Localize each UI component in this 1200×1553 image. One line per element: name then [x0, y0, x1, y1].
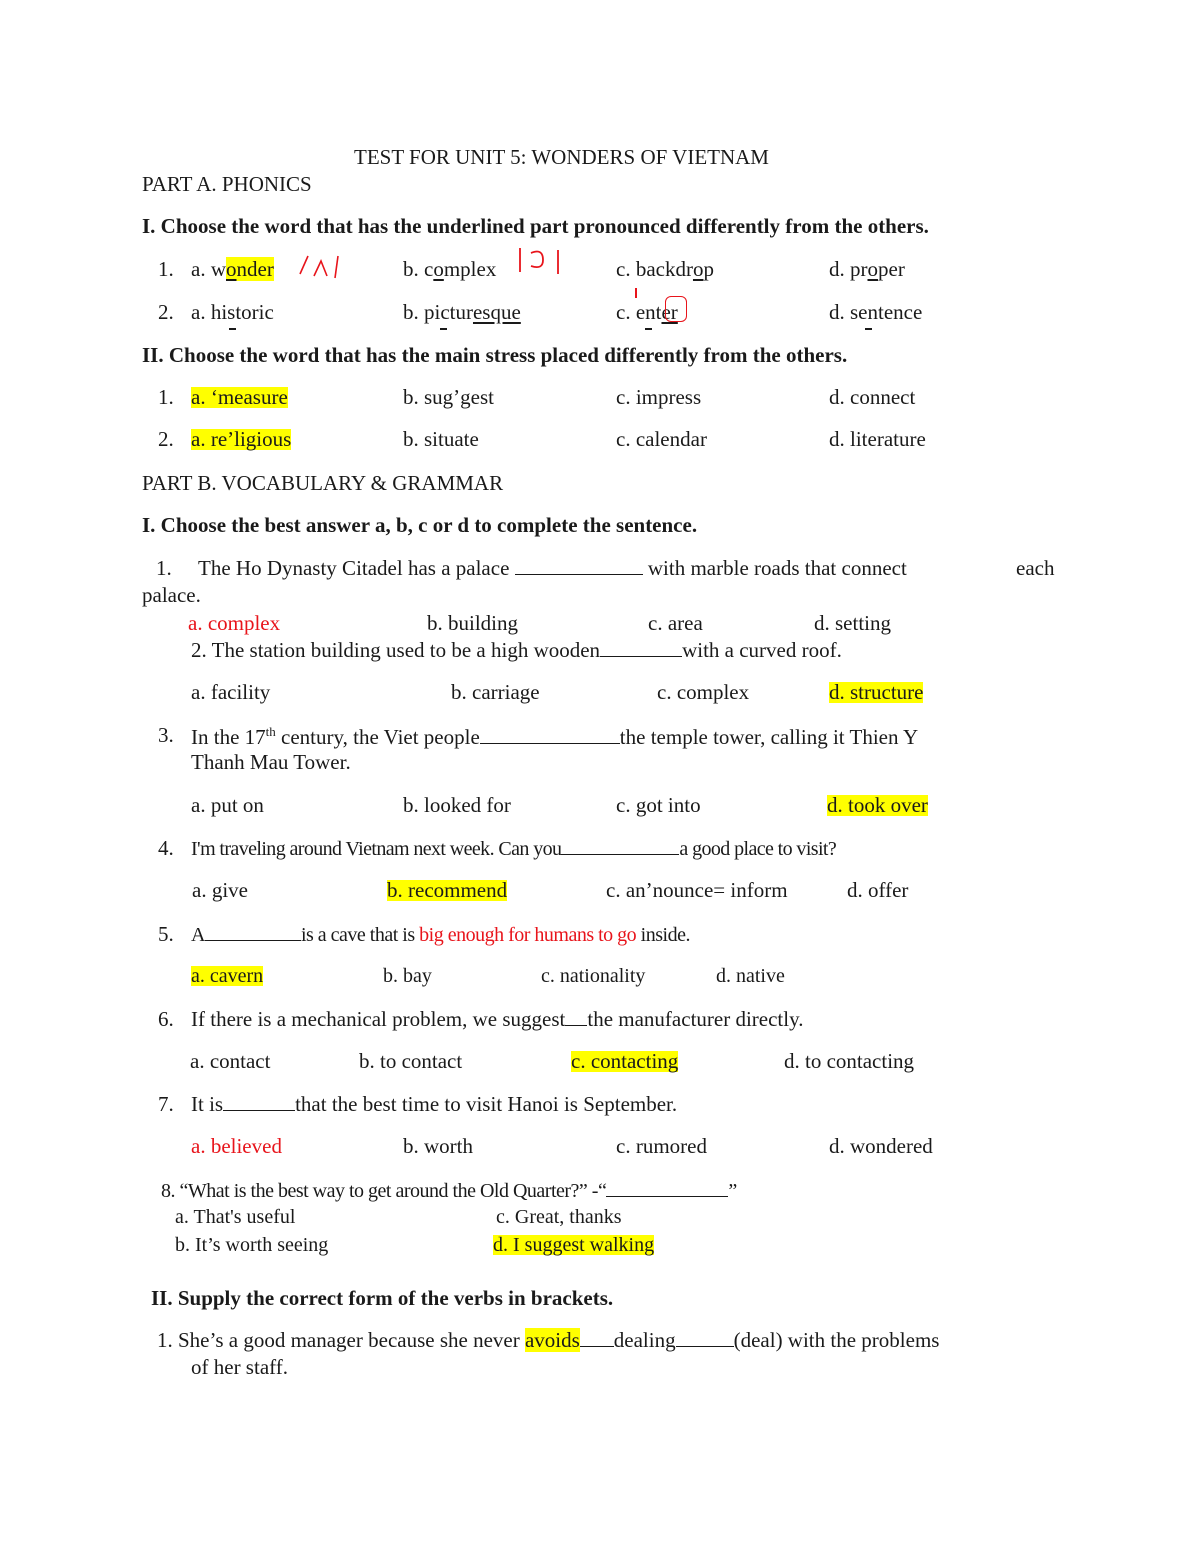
option-a: a. historic [191, 300, 274, 324]
option-b: b. sug’gest [403, 385, 494, 409]
question-text: palace. [142, 583, 201, 607]
option-c: c. impress [616, 385, 702, 409]
option-b: b. to contact [359, 1049, 463, 1073]
stress-mark [229, 328, 236, 330]
option-d: d. setting [814, 611, 891, 635]
option-d: d. offer [847, 878, 909, 902]
option-b: b. situate [403, 427, 479, 451]
question-number: 6. [158, 1007, 174, 1031]
answer-blank [565, 1009, 587, 1026]
option-a: a. cavern [191, 965, 264, 987]
option-d: d. sentence [829, 300, 923, 324]
option-a: a. believed [191, 1134, 282, 1158]
option-b: b. worth [403, 1134, 473, 1158]
option-c: c. area [648, 611, 703, 635]
handwritten-phonetic-note-a [296, 252, 346, 282]
question-number: 5. [158, 922, 174, 946]
option-a: a. facility [191, 680, 271, 704]
option-c: c. backdrop [616, 257, 714, 281]
option-b: b. building [427, 611, 519, 635]
question-number: 2. [158, 300, 174, 324]
answer-blank [580, 1330, 614, 1347]
option-d: d. wondered [829, 1134, 933, 1158]
option-d: d. structure [829, 680, 924, 704]
option-c: c. Great, thanks [496, 1206, 622, 1228]
option-b: b. looked for [403, 793, 511, 817]
option-b: b. carriage [451, 680, 540, 704]
question-number: 7. [158, 1092, 174, 1116]
option-a: a. complex [188, 611, 281, 635]
phonics-section-1-heading: I. Choose the word that has the underlined part pronounced differently from the others. [142, 214, 929, 238]
question-text: Thanh Mau Tower. [191, 750, 351, 774]
option-a: a. That's useful [175, 1206, 296, 1228]
grammar-section-2-heading: II. Supply the correct form of the verbs in brackets. [151, 1286, 614, 1310]
option-a: a. re’ligious [191, 427, 292, 451]
option-c: c. got into [616, 793, 701, 817]
question-text: In the 17th century, the Viet people the temple tower, calling it Thien Y [191, 724, 919, 749]
option-d: d. connect [829, 385, 916, 409]
question-text: of her staff. [191, 1355, 288, 1379]
question-text: 2. The station building used to be a high wooden with a curved roof. [191, 638, 842, 662]
option-a: a. give [192, 878, 248, 902]
option-c: c. nationality [541, 965, 646, 987]
answer-blank [205, 924, 301, 941]
handwritten-circle [665, 296, 687, 322]
answer-blank [561, 838, 679, 855]
option-b: b. complex [403, 257, 497, 281]
question-text: It is that the best time to visit Hanoi is September. [191, 1092, 678, 1116]
stress-mark [865, 328, 872, 330]
option-c: c. an’nounce= inform [606, 878, 788, 902]
part-a-heading: PART A. PHONICS [142, 172, 312, 196]
test-title: TEST FOR UNIT 5: WONDERS OF VIETNAM [354, 145, 769, 169]
question-text: A is a cave that is big enough for humans to go inside. [191, 924, 690, 946]
question-text: The Ho Dynasty Citadel has a palace with marble roads that connect [198, 556, 907, 580]
option-a: a. wonder [191, 257, 274, 281]
option-b: b. It’s worth seeing [175, 1234, 329, 1256]
question-number: 1. [158, 385, 174, 409]
question-number: 1. [158, 257, 174, 281]
question-text: If there is a mechanical problem, we suggest the manufacturer directly. [191, 1007, 804, 1031]
answer-blank [606, 1180, 728, 1197]
option-d: d. native [716, 965, 785, 987]
option-d: d. to contacting [784, 1049, 915, 1073]
phonics-section-2-heading: II. Choose the word that has the main stress placed differently from the others. [142, 343, 848, 367]
question-text: 1. She’s a good manager because she never avoids dealing (deal) with the problems [157, 1328, 940, 1352]
handwritten-stress-mark [635, 288, 637, 298]
handwritten-phonetic-note-b [515, 244, 565, 276]
answer-blank [600, 640, 682, 657]
part-b-heading: PART B. VOCABULARY & GRAMMAR [142, 471, 504, 495]
stress-mark [645, 328, 652, 330]
option-c: c. enter [616, 300, 678, 324]
option-a: a. contact [190, 1049, 271, 1073]
answer-blank [515, 558, 643, 575]
option-d: d. proper [829, 257, 905, 281]
question-number: 2. [158, 427, 174, 451]
question-number: 4. [158, 836, 174, 860]
option-b: b. recommend [387, 878, 508, 902]
stress-mark [440, 328, 447, 330]
question-number: 1. [156, 556, 172, 580]
answer-blank [480, 727, 620, 744]
answer-blank [676, 1330, 734, 1347]
question-number: 3. [158, 723, 174, 747]
option-d: d. literature [829, 427, 926, 451]
grammar-section-1-heading: I. Choose the best answer a, b, c or d to complete the sentence. [142, 513, 698, 537]
option-a: a. put on [191, 793, 264, 817]
question-text: each [1016, 556, 1055, 580]
option-c: c. rumored [616, 1134, 707, 1158]
option-d: d. I suggest walking [493, 1234, 655, 1256]
question-text: I'm traveling around Vietnam next week. Can you a good place to visit? [191, 838, 837, 860]
option-d: d. took over [827, 793, 928, 817]
option-b: b. picturesque [403, 300, 521, 324]
option-c: c. calendar [616, 427, 707, 451]
option-c: c. complex [657, 680, 750, 704]
option-c: c. contacting [571, 1049, 679, 1073]
option-b: b. bay [383, 965, 432, 987]
question-text: 8. “What is the best way to get around the Old Quarter?” -“ ” [161, 1180, 737, 1202]
answer-blank [223, 1094, 295, 1111]
option-a: a. ‘measure [191, 385, 288, 409]
